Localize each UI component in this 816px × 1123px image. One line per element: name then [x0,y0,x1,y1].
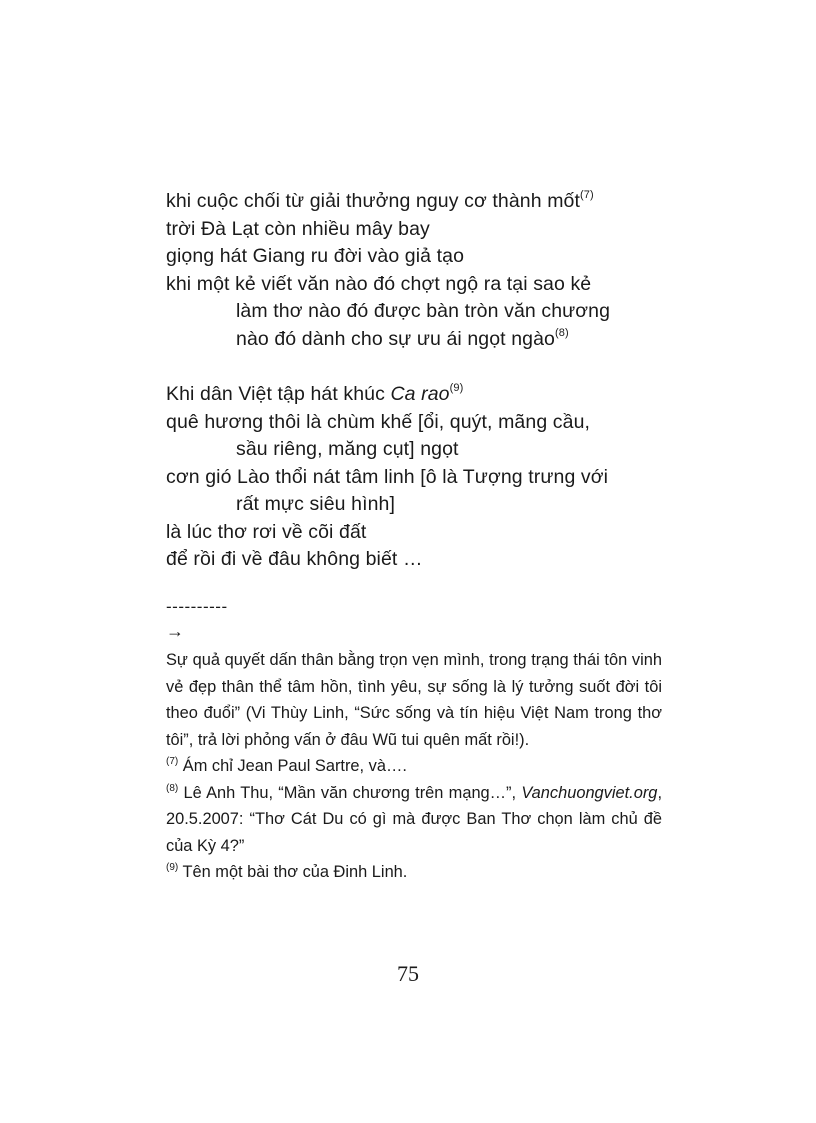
page-number: 75 [397,961,419,986]
poem-line: Khi dân Việt tập hát khúc Ca rao$^{(9)}$ [166,382,464,405]
footnote-separator: ---------- [166,597,228,616]
poem [166,188,666,574]
poem-line: cơn gió Lào thổi nát tâm linh [ô là Tượng trưng với [166,465,609,488]
song-title: Ca rao [390,383,450,405]
poem-line: khi cuộc chối từ giải thưởng nguy cơ thành mốt$^{(7)}$ [166,189,594,212]
footnote-ref: (9) [449,382,464,394]
footnote-9: $^{(9)}$ Tên một bài thơ của Đinh Linh. [166,862,408,881]
poem-line: giọng hát Giang ru đời vào giả tạo [166,245,465,267]
website-name: Vanchuongviet.org [521,783,658,802]
poem-line: trời Đà Lạt còn nhiều mây bay [166,217,430,240]
arrow-icon: → [166,621,184,641]
footnote-ref: (8) [555,326,569,339]
footnote-7: $^{(7)}$ Ám chỉ Jean Paul Sartre, và…. [166,756,407,775]
footnote-ref: (7) [580,189,594,201]
stanza-break [166,353,666,381]
footnotes [166,596,662,886]
footnote-8: $^{(8)}$ Lê Anh Thu, “Mần văn chương trên mạng…”, Vanchuongviet.org, 20.5.2007: “Thơ Cát Du có gì mà được Ban Thơ chọn làm chủ đề của Kỳ 4?” [166,782,662,855]
poem-line: để rồi đi về đâu không biết … [166,548,423,570]
poem-line-continued: rất mực siêu hình] [236,493,395,515]
poem-line-continued: làm thơ nào đó được bàn tròn văn chương [236,300,611,322]
poem-line-continued: nào đó dành cho sự ưu ái ngọt ngào$^{(8)}$ [236,326,569,350]
poem-line-continued: sầu riêng, măng cụt] ngọt [236,438,459,460]
poem-line: quê hương thôi là chùm khế [ổi, quýt, mãng cầu, [166,410,591,433]
poem-line: khi một kẻ viết văn nào đó chợt ngộ ra tại sao kẻ [166,272,592,295]
footnote-quote: Sự quả quyết dấn thân bằng trọn vẹn mình, trong trạng thái tôn vinh vẻ đẹp thân thể tâm hồn, tình yêu, sự sống là lý tưởng suốt đời tôi theo đuổi” (Vi Thùy Linh, “Sức sống và tín hiệu Việt Nam trong thơ tôi”, trả lời phỏng vấn ở đâu Wũ tui quên mất rồi!). [166,651,662,749]
poem-line: là lúc thơ rơi về cõi đất [166,520,367,543]
